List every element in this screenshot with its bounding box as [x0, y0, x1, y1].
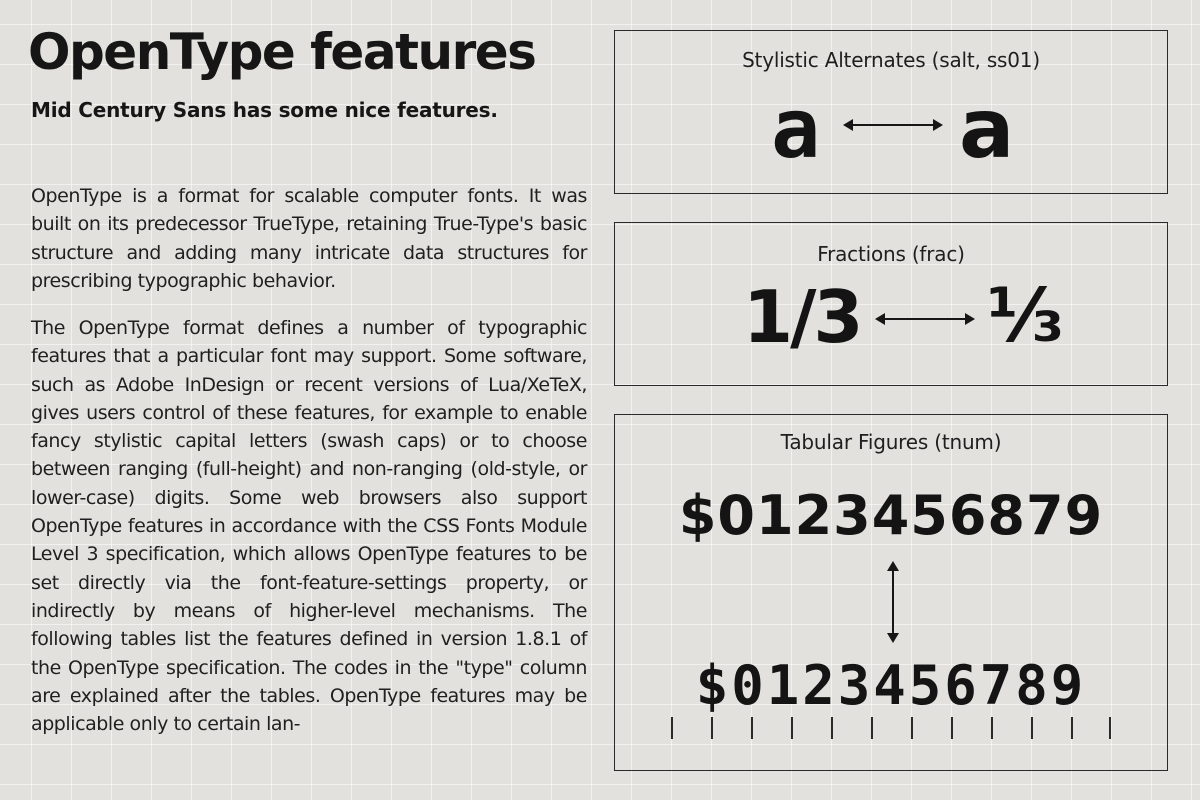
- salt-glyph-default: a: [771, 82, 821, 177]
- column-tick: [911, 717, 913, 739]
- vertical-arrow-icon: [885, 561, 901, 643]
- column-tick: [991, 717, 993, 739]
- fractions-panel: [614, 222, 1168, 386]
- stylistic-alternates-label: Stylistic Alternates (salt, ss01): [742, 48, 1040, 72]
- fraction-formatted: ⅓: [987, 273, 1064, 359]
- column-tick: [1109, 717, 1111, 739]
- tabular-figures-label: Tabular Figures (tnum): [780, 430, 1002, 454]
- column-tick: [671, 717, 673, 739]
- column-tick: [831, 717, 833, 739]
- page-subtitle: Mid Century Sans has some nice features.: [31, 98, 498, 122]
- body-paragraph-1: OpenType is a format for scalable computer fonts. It was built on its predecessor TrueType, retaining True-Type's basic structure and adding many intricate data structures for prescribing typographic behavior.: [31, 185, 587, 292]
- column-tick: [711, 717, 713, 739]
- column-tick: [1031, 717, 1033, 739]
- tabular-figures-panel: [614, 414, 1168, 771]
- column-tick: [791, 717, 793, 739]
- page-title: OpenType features: [28, 23, 536, 81]
- horizontal-arrow-icon: [875, 311, 975, 327]
- column-tick: [951, 717, 953, 739]
- tabular-figures: $0123456789: [695, 654, 1087, 717]
- salt-glyph-alternate: a: [959, 82, 1015, 177]
- proportional-figures: $0123456879: [678, 484, 1104, 547]
- stylistic-alternates-panel: [614, 30, 1168, 194]
- column-tick: [751, 717, 753, 739]
- column-tick: [1071, 717, 1073, 739]
- fractions-label: Fractions (frac): [817, 242, 965, 266]
- fraction-plain: 1/3: [743, 275, 861, 359]
- horizontal-arrow-icon: [843, 117, 943, 133]
- body-paragraph-2: The OpenType format defines a number of typographic features that a particular font may support. Some software, such as Adobe InDesign or recent versions of Lua/XeTeX, gives users control of these features, for example to enable fancy stylistic capital letters (swash caps) or to choose between ranging (full-height) and non-ranging (old-style, or lower-case) digits. Some web browsers also support OpenType features in accordance with the CSS Fonts Module Level 3 specification, which allows OpenType features to be set directly via the font-feature-settings property, or indirectly by means of higher-level mechanisms. The following tables list the features defined in version 1.8.1 of the OpenType specification. The codes in the "type" column are explained after the tables. OpenType features may be applicable only to certain lan-: [31, 317, 587, 736]
- column-tick: [871, 717, 873, 739]
